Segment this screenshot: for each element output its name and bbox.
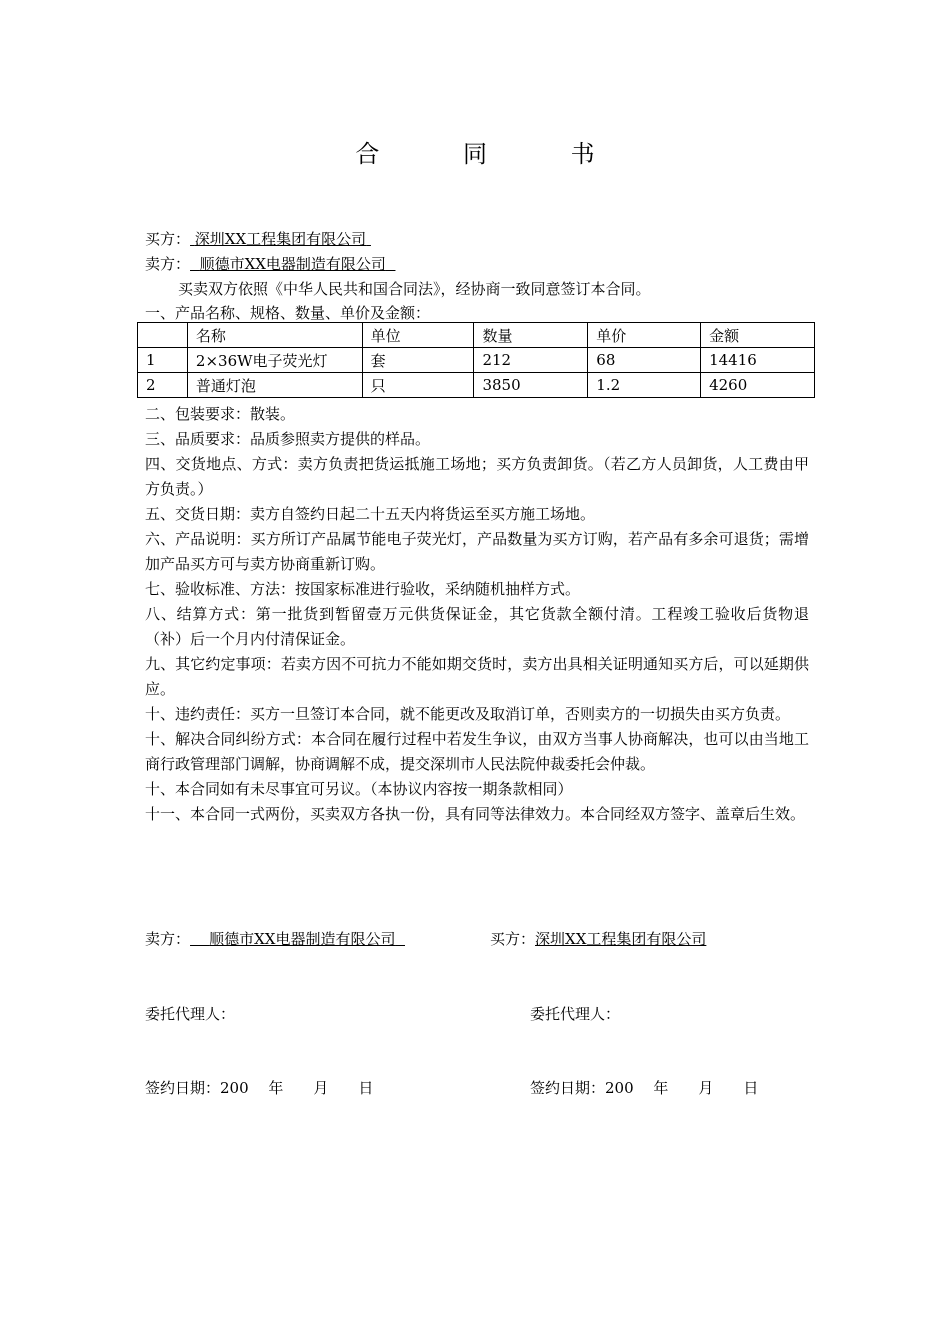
buyer-agent-label: 委托代理人： (530, 1005, 621, 1023)
table-cell: 2 (138, 373, 188, 398)
buyer-name: 深圳XX工程集团有限公司 (194, 230, 367, 248)
table-header-row (138, 323, 815, 348)
buyer-sign-date: 签约日期：200 年 月 日 (530, 1079, 759, 1097)
header-cell: 单位 (362, 323, 474, 348)
document-title: 合 同 书 (355, 140, 633, 168)
header-cell: 金额 (701, 323, 815, 348)
clause: 十、解决合同纠纷方式：本合同在履行过程中若发生争议，由双方当事人协商解决，也可以由当地工商行政管理部门调解，协商调解不成，提交深圳市人民法院仲裁委托会仲裁。 (145, 730, 809, 773)
seller-name: 顺德市XX电器制造有限公司 (199, 255, 386, 273)
signature-buyer (490, 928, 706, 949)
contract-clauses (145, 402, 809, 827)
buyer-label: 买方： (145, 230, 191, 248)
clause: 十、本合同如有未尽事宜可另议。（本协议内容按一期条款相同） (145, 780, 573, 798)
header-cell: 单价 (588, 323, 701, 348)
intro-text: 买卖双方依照《中华人民共和国合同法》，经协商一致同意签订本合同。 (178, 280, 651, 298)
clause: 六、产品说明：买方所订产品属节能电子荧光灯，产品数量为买方订购，若产品有多余可退货；需增加产品买方可与卖方协商重新订购。 (145, 530, 809, 573)
signature-seller (145, 928, 405, 949)
clause: 四、交货地点、方式：卖方负责把货运抵施工场地；买方负责卸货。（若乙方人员卸货，人工费由甲方负责。） (145, 455, 809, 498)
table-cell: 只 (362, 373, 474, 398)
signature-seller-label: 卖方： (145, 930, 191, 948)
table-cell: 2×36W电子荧光灯 (187, 348, 362, 373)
clause: 九、其它约定事项：若卖方因不可抗力不能如期交货时，卖方出具相关证明通知买方后，可以延期供应。 (145, 655, 809, 698)
clause: 三、品质要求：品质参照卖方提供的样品。 (145, 430, 431, 448)
buyer-line (145, 228, 371, 249)
table-cell: 68 (588, 348, 701, 373)
section-1-heading: 一、产品名称、规格、数量、单价及金额： (145, 304, 431, 322)
table-cell: 1 (138, 348, 188, 373)
table-cell: 212 (474, 348, 588, 373)
seller-label: 卖方： (145, 255, 191, 273)
signature-buyer-name: 深圳XX工程集团有限公司 (535, 930, 707, 948)
seller-agent-label: 委托代理人： (145, 1005, 236, 1023)
header-cell: 数量 (474, 323, 588, 348)
product-table (137, 322, 815, 398)
table-cell: 14416 (701, 348, 815, 373)
clause: 八、结算方式：第一批货到暂留壹万元供货保证金，其它货款全额付清。工程竣工验收后货物退（补）后一个月内付清保证金。 (145, 605, 809, 648)
seller-sign-date: 签约日期：200 年 月 日 (145, 1079, 374, 1097)
clause: 七、验收标准、方法：按国家标准进行验收，采纳随机抽样方式。 (145, 580, 581, 598)
signature-seller-name: 顺德市XX电器制造有限公司 (209, 930, 396, 948)
table-row (138, 348, 815, 373)
signature-buyer-label: 买方： (490, 930, 536, 948)
clause: 十、违约责任：买方一旦签订本合同，就不能更改及取消订单，否则卖方的一切损失由买方负责。 (145, 705, 791, 723)
clause: 十一、本合同一式两份，买卖双方各执一份，具有同等法律效力。本合同经双方签字、盖章后生效。 (145, 805, 806, 823)
header-cell (138, 323, 188, 348)
seller-line (145, 253, 395, 274)
table-cell: 普通灯泡 (187, 373, 362, 398)
table-row (138, 373, 815, 398)
clause: 五、交货日期：卖方自签约日起二十五天内将货运至买方施工场地。 (145, 505, 596, 523)
table-cell: 3850 (474, 373, 588, 398)
table-cell: 套 (362, 348, 474, 373)
table-cell: 4260 (701, 373, 815, 398)
clause: 二、包装要求：散装。 (145, 405, 296, 423)
table-cell: 1.2 (588, 373, 701, 398)
header-cell: 名称 (187, 323, 362, 348)
